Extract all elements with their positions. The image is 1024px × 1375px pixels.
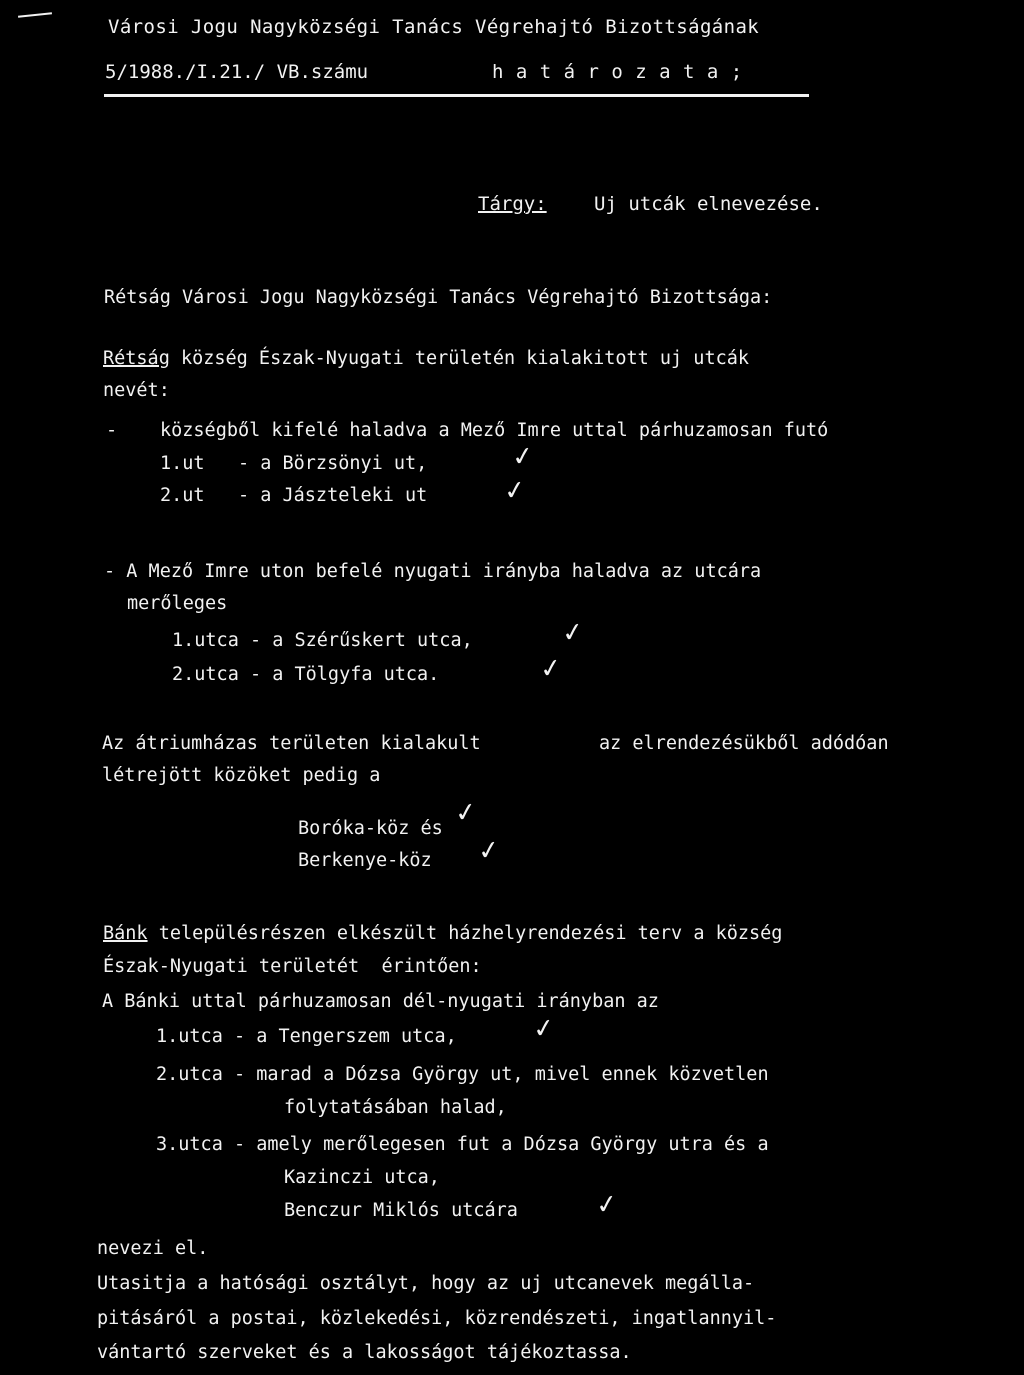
- section1-line1-rest: község Észak-Nyugati területén kialakitott uj utcák: [169, 348, 750, 369]
- place-retsag: Rétság: [103, 348, 170, 369]
- checkmark-icon: ✓: [560, 616, 586, 650]
- section1-bullet-text: községből kifelé haladva a Mező Imre uttal párhuzamosan futó: [160, 420, 829, 441]
- section3-item-2: Berkenye-köz: [298, 850, 432, 871]
- checkmark-icon: ✓: [531, 1012, 557, 1046]
- checkmark-icon: ✓: [538, 652, 564, 686]
- checkmark-icon: ✓: [453, 796, 479, 830]
- section4-item-3c: Benczur Miklós utcára: [284, 1200, 518, 1221]
- section4-item-2a: 2.utca - marad a Dózsa György ut, mivel ennek közvetlen: [156, 1064, 769, 1085]
- section2-line1: - A Mező Imre uton befelé nyugati irányba haladva az utcára: [104, 561, 762, 582]
- section4-line1-rest: településrészen elkészült házhelyrendezési terv a község: [147, 923, 783, 944]
- section4-line2: Észak-Nyugati területét érintően:: [103, 956, 482, 977]
- checkmark-icon: ✓: [502, 474, 528, 508]
- closing-line: nevezi el.: [97, 1238, 209, 1259]
- checkmark-icon: ✓: [476, 834, 502, 868]
- section3-line1a: Az átriumházas területen kialakult: [102, 733, 481, 754]
- section2-line2: merőleges: [127, 593, 228, 614]
- section1-item-1: 1.ut - a Börzsönyi ut,: [160, 453, 428, 474]
- instruction-line-1: Utasitja a hatósági osztályt, hogy az uj utcanevek megálla-: [97, 1273, 755, 1294]
- header-line-1: Városi Jogu Nagyközségi Tanács Végrehajtó Bizottságának: [108, 16, 760, 38]
- section4-item-1: 1.utca - a Tengerszem utca,: [156, 1026, 457, 1047]
- section4-item-3b: Kazinczi utca,: [284, 1167, 440, 1188]
- section3-line1b: az elrendezésükből adódóan: [599, 733, 889, 754]
- subject-label: Tárgy:: [478, 193, 547, 215]
- resolution-number: 5/1988./I.21./ VB.számu: [105, 61, 369, 83]
- instruction-line-3: vántartó szerveket és a lakosságot tájékoztassa.: [97, 1342, 632, 1363]
- intro-line: Rétság Városi Jogu Nagyközségi Tanács Végrehajtó Bizottsága:: [104, 287, 773, 308]
- section3-line2: létrejött közöket pedig a: [102, 765, 381, 786]
- resolution-title: h a t á r o z a t a ;: [492, 61, 743, 83]
- instruction-line-2: pitásáról a postai, közlekedési, közrendészeti, ingatlannyil-: [97, 1308, 777, 1329]
- place-bank: Bánk: [103, 923, 148, 944]
- checkmark-icon: ✓: [510, 440, 536, 474]
- section1-bullet: -: [106, 420, 118, 441]
- section3-item-1: Boróka-köz és: [298, 818, 443, 839]
- section4-line3: A Bánki uttal párhuzamosan dél-nyugati irányban az: [102, 991, 659, 1012]
- corner-mark: [18, 12, 52, 18]
- section2-item-2: 2.utca - a Tölgyfa utca.: [172, 664, 440, 685]
- section4-item-2b: folytatásában halad,: [284, 1097, 507, 1118]
- section2-item-1: 1.utca - a Szérűskert utca,: [172, 630, 473, 651]
- section4-item-3a: 3.utca - amely merőlegesen fut a Dózsa György utra és a: [156, 1134, 769, 1155]
- header-rule: [104, 94, 809, 97]
- section1-line2: nevét:: [103, 380, 170, 401]
- section1-item-2: 2.ut - a Jászteleki ut: [160, 485, 428, 506]
- section1-line1: [103, 350, 749, 369]
- subject-text: Uj utcák elnevezése.: [594, 193, 823, 215]
- section4-line1: [103, 925, 782, 944]
- checkmark-icon: ✓: [594, 1188, 620, 1222]
